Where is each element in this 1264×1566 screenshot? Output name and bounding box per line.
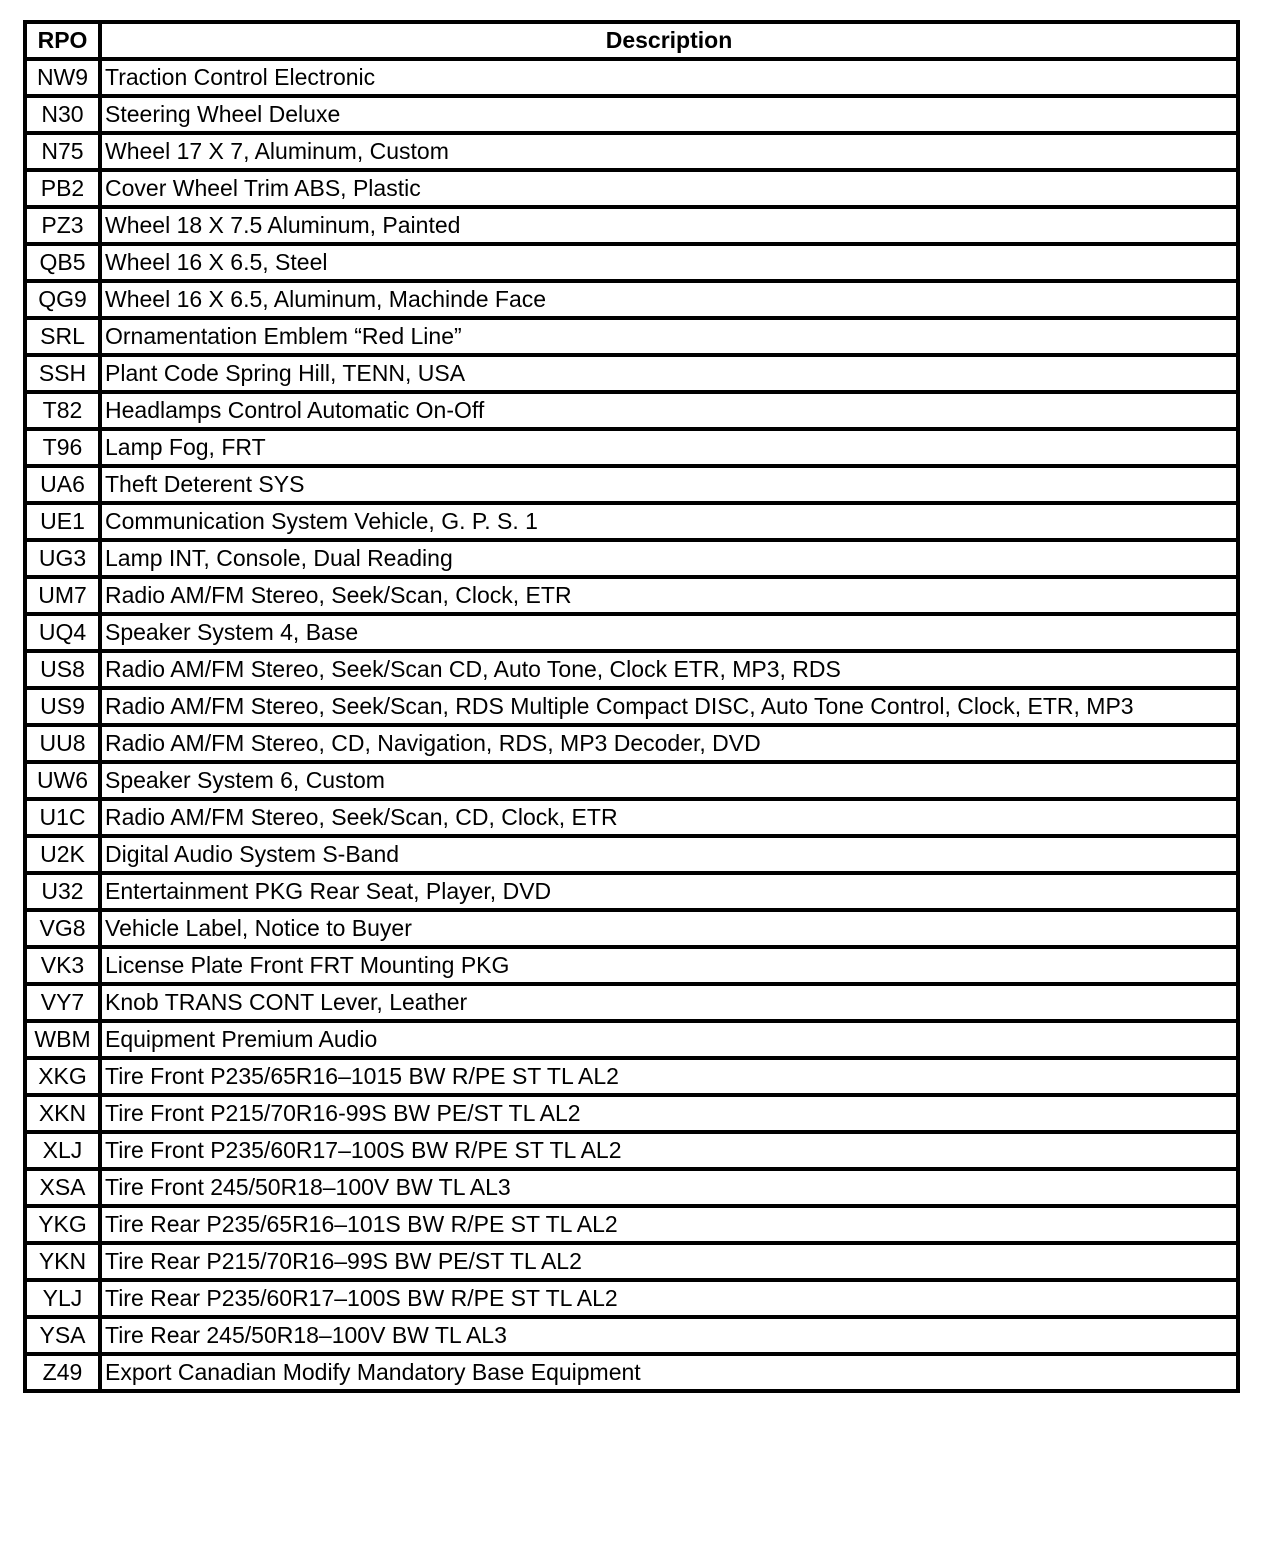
table-row	[25, 577, 1238, 614]
table-row	[25, 1095, 1238, 1132]
table-row	[25, 873, 1238, 910]
rpo-code-cell: XSA	[25, 1169, 100, 1206]
description-cell: Knob TRANS CONT Lever, Leather	[100, 984, 1238, 1021]
rpo-code-cell: VY7	[25, 984, 100, 1021]
table-row	[25, 1169, 1238, 1206]
description-cell: Radio AM/FM Stereo, CD, Navigation, RDS, MP3 Decoder, DVD	[100, 725, 1238, 762]
rpo-code-cell: VG8	[25, 910, 100, 947]
rpo-code-cell: UQ4	[25, 614, 100, 651]
rpo-code-cell: U32	[25, 873, 100, 910]
description-cell: Lamp INT, Console, Dual Reading	[100, 540, 1238, 577]
table-row	[25, 1206, 1238, 1243]
table-row	[25, 1280, 1238, 1317]
description-cell: Export Canadian Modify Mandatory Base Equipment	[100, 1354, 1238, 1391]
description-cell: Tire Rear P235/60R17–100S BW R/PE ST TL AL2	[100, 1280, 1238, 1317]
table-row	[25, 688, 1238, 725]
table-row	[25, 392, 1238, 429]
table-row	[25, 651, 1238, 688]
rpo-code-cell: SRL	[25, 318, 100, 355]
rpo-code-cell: YLJ	[25, 1280, 100, 1317]
table-body	[25, 59, 1238, 1391]
description-cell: Lamp Fog, FRT	[100, 429, 1238, 466]
rpo-code-cell: PB2	[25, 170, 100, 207]
rpo-code-cell: SSH	[25, 355, 100, 392]
rpo-code-cell: YKG	[25, 1206, 100, 1243]
description-cell: Tire Rear P235/65R16–101S BW R/PE ST TL AL2	[100, 1206, 1238, 1243]
table-row	[25, 1317, 1238, 1354]
description-cell: Speaker System 6, Custom	[100, 762, 1238, 799]
table-row	[25, 1132, 1238, 1169]
description-cell: Equipment Premium Audio	[100, 1021, 1238, 1058]
table-row	[25, 133, 1238, 170]
rpo-table	[23, 20, 1240, 1393]
rpo-code-cell: U2K	[25, 836, 100, 873]
table-row	[25, 281, 1238, 318]
table-row	[25, 429, 1238, 466]
table-row	[25, 207, 1238, 244]
description-cell: License Plate Front FRT Mounting PKG	[100, 947, 1238, 984]
table-row	[25, 1243, 1238, 1280]
rpo-code-cell: QB5	[25, 244, 100, 281]
rpo-code-cell: UU8	[25, 725, 100, 762]
description-cell: Vehicle Label, Notice to Buyer	[100, 910, 1238, 947]
description-cell: Radio AM/FM Stereo, Seek/Scan, RDS Multiple Compact DISC, Auto Tone Control, Clock, ETR, MP3	[100, 688, 1238, 725]
description-cell: Tire Front P235/60R17–100S BW R/PE ST TL AL2	[100, 1132, 1238, 1169]
table-row	[25, 1021, 1238, 1058]
description-cell: Tire Front P235/65R16–1015 BW R/PE ST TL AL2	[100, 1058, 1238, 1095]
table-row	[25, 910, 1238, 947]
description-cell: Entertainment PKG Rear Seat, Player, DVD	[100, 873, 1238, 910]
description-cell: Plant Code Spring Hill, TENN, USA	[100, 355, 1238, 392]
description-cell: Speaker System 4, Base	[100, 614, 1238, 651]
rpo-code-cell: XLJ	[25, 1132, 100, 1169]
rpo-code-cell: U1C	[25, 799, 100, 836]
description-cell: Ornamentation Emblem “Red Line”	[100, 318, 1238, 355]
table-row	[25, 984, 1238, 1021]
table-row	[25, 170, 1238, 207]
description-cell: Tire Rear P215/70R16–99S BW PE/ST TL AL2	[100, 1243, 1238, 1280]
rpo-code-cell: Z49	[25, 1354, 100, 1391]
rpo-code-cell: UA6	[25, 466, 100, 503]
description-cell: Traction Control Electronic	[100, 59, 1238, 96]
rpo-code-cell: PZ3	[25, 207, 100, 244]
table-row	[25, 799, 1238, 836]
rpo-code-cell: T82	[25, 392, 100, 429]
description-cell: Wheel 18 X 7.5 Aluminum, Painted	[100, 207, 1238, 244]
rpo-code-cell: NW9	[25, 59, 100, 96]
table-row	[25, 1058, 1238, 1095]
table-row	[25, 318, 1238, 355]
table-row	[25, 614, 1238, 651]
table-row	[25, 244, 1238, 281]
rpo-code-cell: N75	[25, 133, 100, 170]
rpo-code-cell: UE1	[25, 503, 100, 540]
table-row	[25, 96, 1238, 133]
rpo-code-cell: VK3	[25, 947, 100, 984]
description-cell: Steering Wheel Deluxe	[100, 96, 1238, 133]
description-cell: Tire Front 245/50R18–100V BW TL AL3	[100, 1169, 1238, 1206]
rpo-code-cell: QG9	[25, 281, 100, 318]
header-description: Description	[100, 22, 1238, 59]
description-cell: Cover Wheel Trim ABS, Plastic	[100, 170, 1238, 207]
table-row	[25, 540, 1238, 577]
table-row	[25, 947, 1238, 984]
rpo-code-cell: YSA	[25, 1317, 100, 1354]
rpo-code-cell: UM7	[25, 577, 100, 614]
table-row	[25, 466, 1238, 503]
rpo-code-cell: XKN	[25, 1095, 100, 1132]
table-header	[25, 22, 1238, 59]
table-row	[25, 836, 1238, 873]
header-rpo: RPO	[25, 22, 100, 59]
description-cell: Digital Audio System S-Band	[100, 836, 1238, 873]
table-row	[25, 355, 1238, 392]
rpo-code-cell: N30	[25, 96, 100, 133]
table-row	[25, 1354, 1238, 1391]
description-cell: Communication System Vehicle, G. P. S. 1	[100, 503, 1238, 540]
description-cell: Radio AM/FM Stereo, Seek/Scan CD, Auto Tone, Clock ETR, MP3, RDS	[100, 651, 1238, 688]
rpo-code-cell: YKN	[25, 1243, 100, 1280]
rpo-code-cell: XKG	[25, 1058, 100, 1095]
description-cell: Wheel 17 X 7, Aluminum, Custom	[100, 133, 1238, 170]
description-cell: Wheel 16 X 6.5, Steel	[100, 244, 1238, 281]
table-row	[25, 762, 1238, 799]
description-cell: Radio AM/FM Stereo, Seek/Scan, Clock, ETR	[100, 577, 1238, 614]
description-cell: Tire Front P215/70R16-99S BW PE/ST TL AL2	[100, 1095, 1238, 1132]
rpo-code-cell: US9	[25, 688, 100, 725]
rpo-code-cell: UW6	[25, 762, 100, 799]
table-row	[25, 725, 1238, 762]
header-row	[25, 22, 1238, 59]
table-row	[25, 503, 1238, 540]
rpo-code-cell: UG3	[25, 540, 100, 577]
rpo-code-cell: WBM	[25, 1021, 100, 1058]
description-cell: Tire Rear 245/50R18–100V BW TL AL3	[100, 1317, 1238, 1354]
table-row	[25, 59, 1238, 96]
description-cell: Theft Deterent SYS	[100, 466, 1238, 503]
description-cell: Headlamps Control Automatic On-Off	[100, 392, 1238, 429]
rpo-code-cell: T96	[25, 429, 100, 466]
description-cell: Radio AM/FM Stereo, Seek/Scan, CD, Clock, ETR	[100, 799, 1238, 836]
rpo-code-cell: US8	[25, 651, 100, 688]
description-cell: Wheel 16 X 6.5, Aluminum, Machinde Face	[100, 281, 1238, 318]
